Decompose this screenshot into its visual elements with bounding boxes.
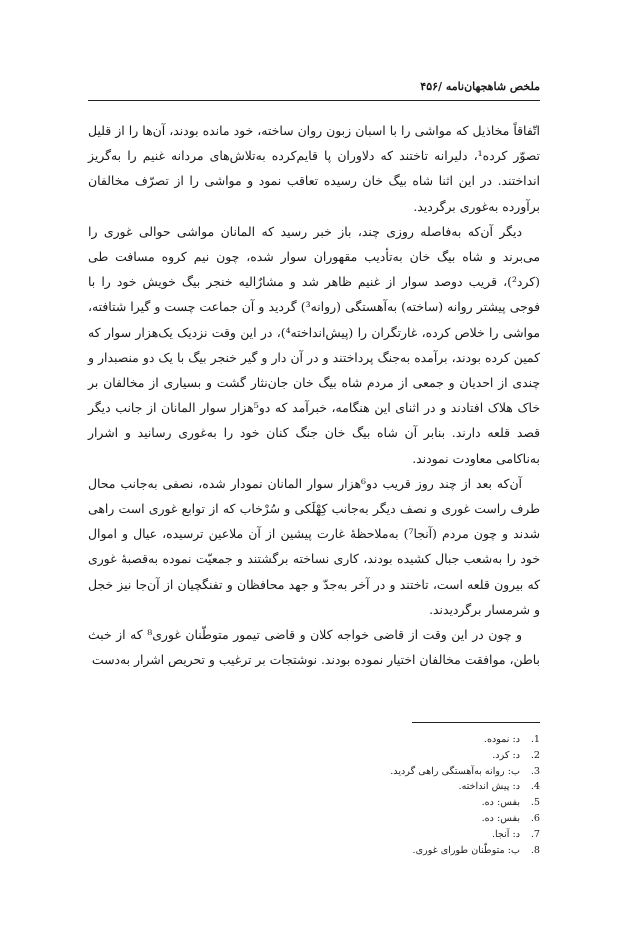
paragraph: دیگر آن‌که به‌فاصله روزی چند، باز خبر رسید که المانان مواشی حوالی غوری را می‌برند و شاه بیگ خان به‌تأدیب مقهوران سوار شده، چون نیم کروه مسافت طی (کرد²)، قریب دوصد سوار از غنیم ظاهر شد و مشارٌالیه خنجر بیگ خویش خود را با فوجی پیشتر روانه (ساخته) به‌آهستگی (روانه³) گردید و آن جماعت چست و گیرا شتافته، مواشی را خلاص کرده، غارتگران را (پیش‌انداخته⁴)، در این وقت نزدیک یک‌هزار سوار که کمین کرده بودند، برآمده به‌جنگ پرداختند و در آن دار و گیر خنجر بیگ با یک دو منصبدار و چندی از احدیان و جمعی از مردم شاه بیگ خان جان‌نثار گشت و بسیاری از مخالفان بر خاک هلاک افتادند و در اثنای این هنگامه، خبرآمد که دو⁵هزار سوار المانان از جانب دیگر قصد قلعه دارند. بنابر آن شاه بیگ خان جنگ کنان خود را به‌غوری رسانید و اشرار به‌ناکامی معاودت نمودند.: [88, 223, 541, 466]
footnote-item: [88, 764, 540, 780]
footnote-number: 2.: [530, 749, 540, 761]
footnote-number: 5.: [530, 797, 540, 809]
header-rule: [88, 100, 540, 101]
footnote-text: بفس: ده.: [481, 812, 520, 824]
footnote-text: د: آنجا.: [491, 828, 520, 840]
footnotes-list: [88, 732, 540, 858]
footnote-text: ب: روانه به‌آهستگی راهی گردید.: [390, 765, 520, 777]
footnote-text: د: کرد.: [492, 749, 520, 761]
footnote-rule: [412, 722, 540, 723]
footnote-item: [88, 795, 540, 811]
footnote-number: 1.: [530, 734, 540, 745]
footnote-number: 8.: [530, 844, 540, 856]
footnote-text: د: پیش انداخته.: [458, 781, 520, 793]
footnote-number: 7.: [530, 828, 540, 840]
footnote-text: بفس: ده.: [481, 797, 520, 809]
footnote-item: [88, 779, 540, 795]
running-header: ملخص شاهجهان‌نامه /۴۵۶: [420, 80, 540, 93]
footnote-number: 4.: [530, 781, 540, 793]
footnote-item: [88, 811, 540, 827]
footnote-item: [88, 827, 540, 843]
footnote-number: 6.: [530, 812, 540, 824]
footnote-text: د: نموده.: [483, 734, 520, 745]
footnote-text: ب: متوطّنان طورای غوری.: [412, 844, 520, 856]
footnote-number: 3.: [530, 765, 540, 777]
footnote-item: [88, 732, 540, 748]
footnote-item: [88, 748, 540, 764]
paragraph: آن‌که بعد از چند روز قریب دو⁶هزار سوار المانان نمودار شده، نصفی به‌جانب محال طرف راست غوری و نصف دیگر به‌جانب کِهْلَکی و سُرْخاب که از توابع غوری است راهی شدند و چون مردم (آنجا⁷) به‌ملاحظهٔ غارت پیشین از آن ملاعین ترسیده، عیال و اموال خود را به‌شعب جبال کشیده بودند، کاری نساخته برگشتند و جمعیّت نموده به‌قصبهٔ غوری که بیرون قلعه است، تاختند و در آخر به‌جدّ و جهد محافظان و تفنگچیان از آن‌جا نیز خجل و شرمسار برگردیدند.: [88, 475, 540, 617]
paragraph: اتّفاقاً مخاذیل که مواشی را با اسبان زبون روان ساخته، خود مانده بودند، آن‌ها را از قلیل تصوّر کرده¹، دلیرانه تاختند که دلاوران پا قایم‌کرده به‌تلاش‌های مردانه غنیم را به‌گریز انداختند. در این اثنا شاه بیگ خان رسیده تعاقب نمود و مواشی را از تصرّف مخالفان برآورده به‌غوری برگردید.: [88, 123, 540, 214]
paragraph: و چون در این وقت از قاضی خواجه کلان و قاضی تیمور متوطّنان غوری⁸ که از خبث باطن، موافقت مخالفان اختیار نموده بودند. نوشتجات بر ترغیب و تحریص اشرار به‌دست: [88, 627, 540, 668]
body-text: [88, 118, 540, 672]
footnote-item: [88, 843, 540, 859]
